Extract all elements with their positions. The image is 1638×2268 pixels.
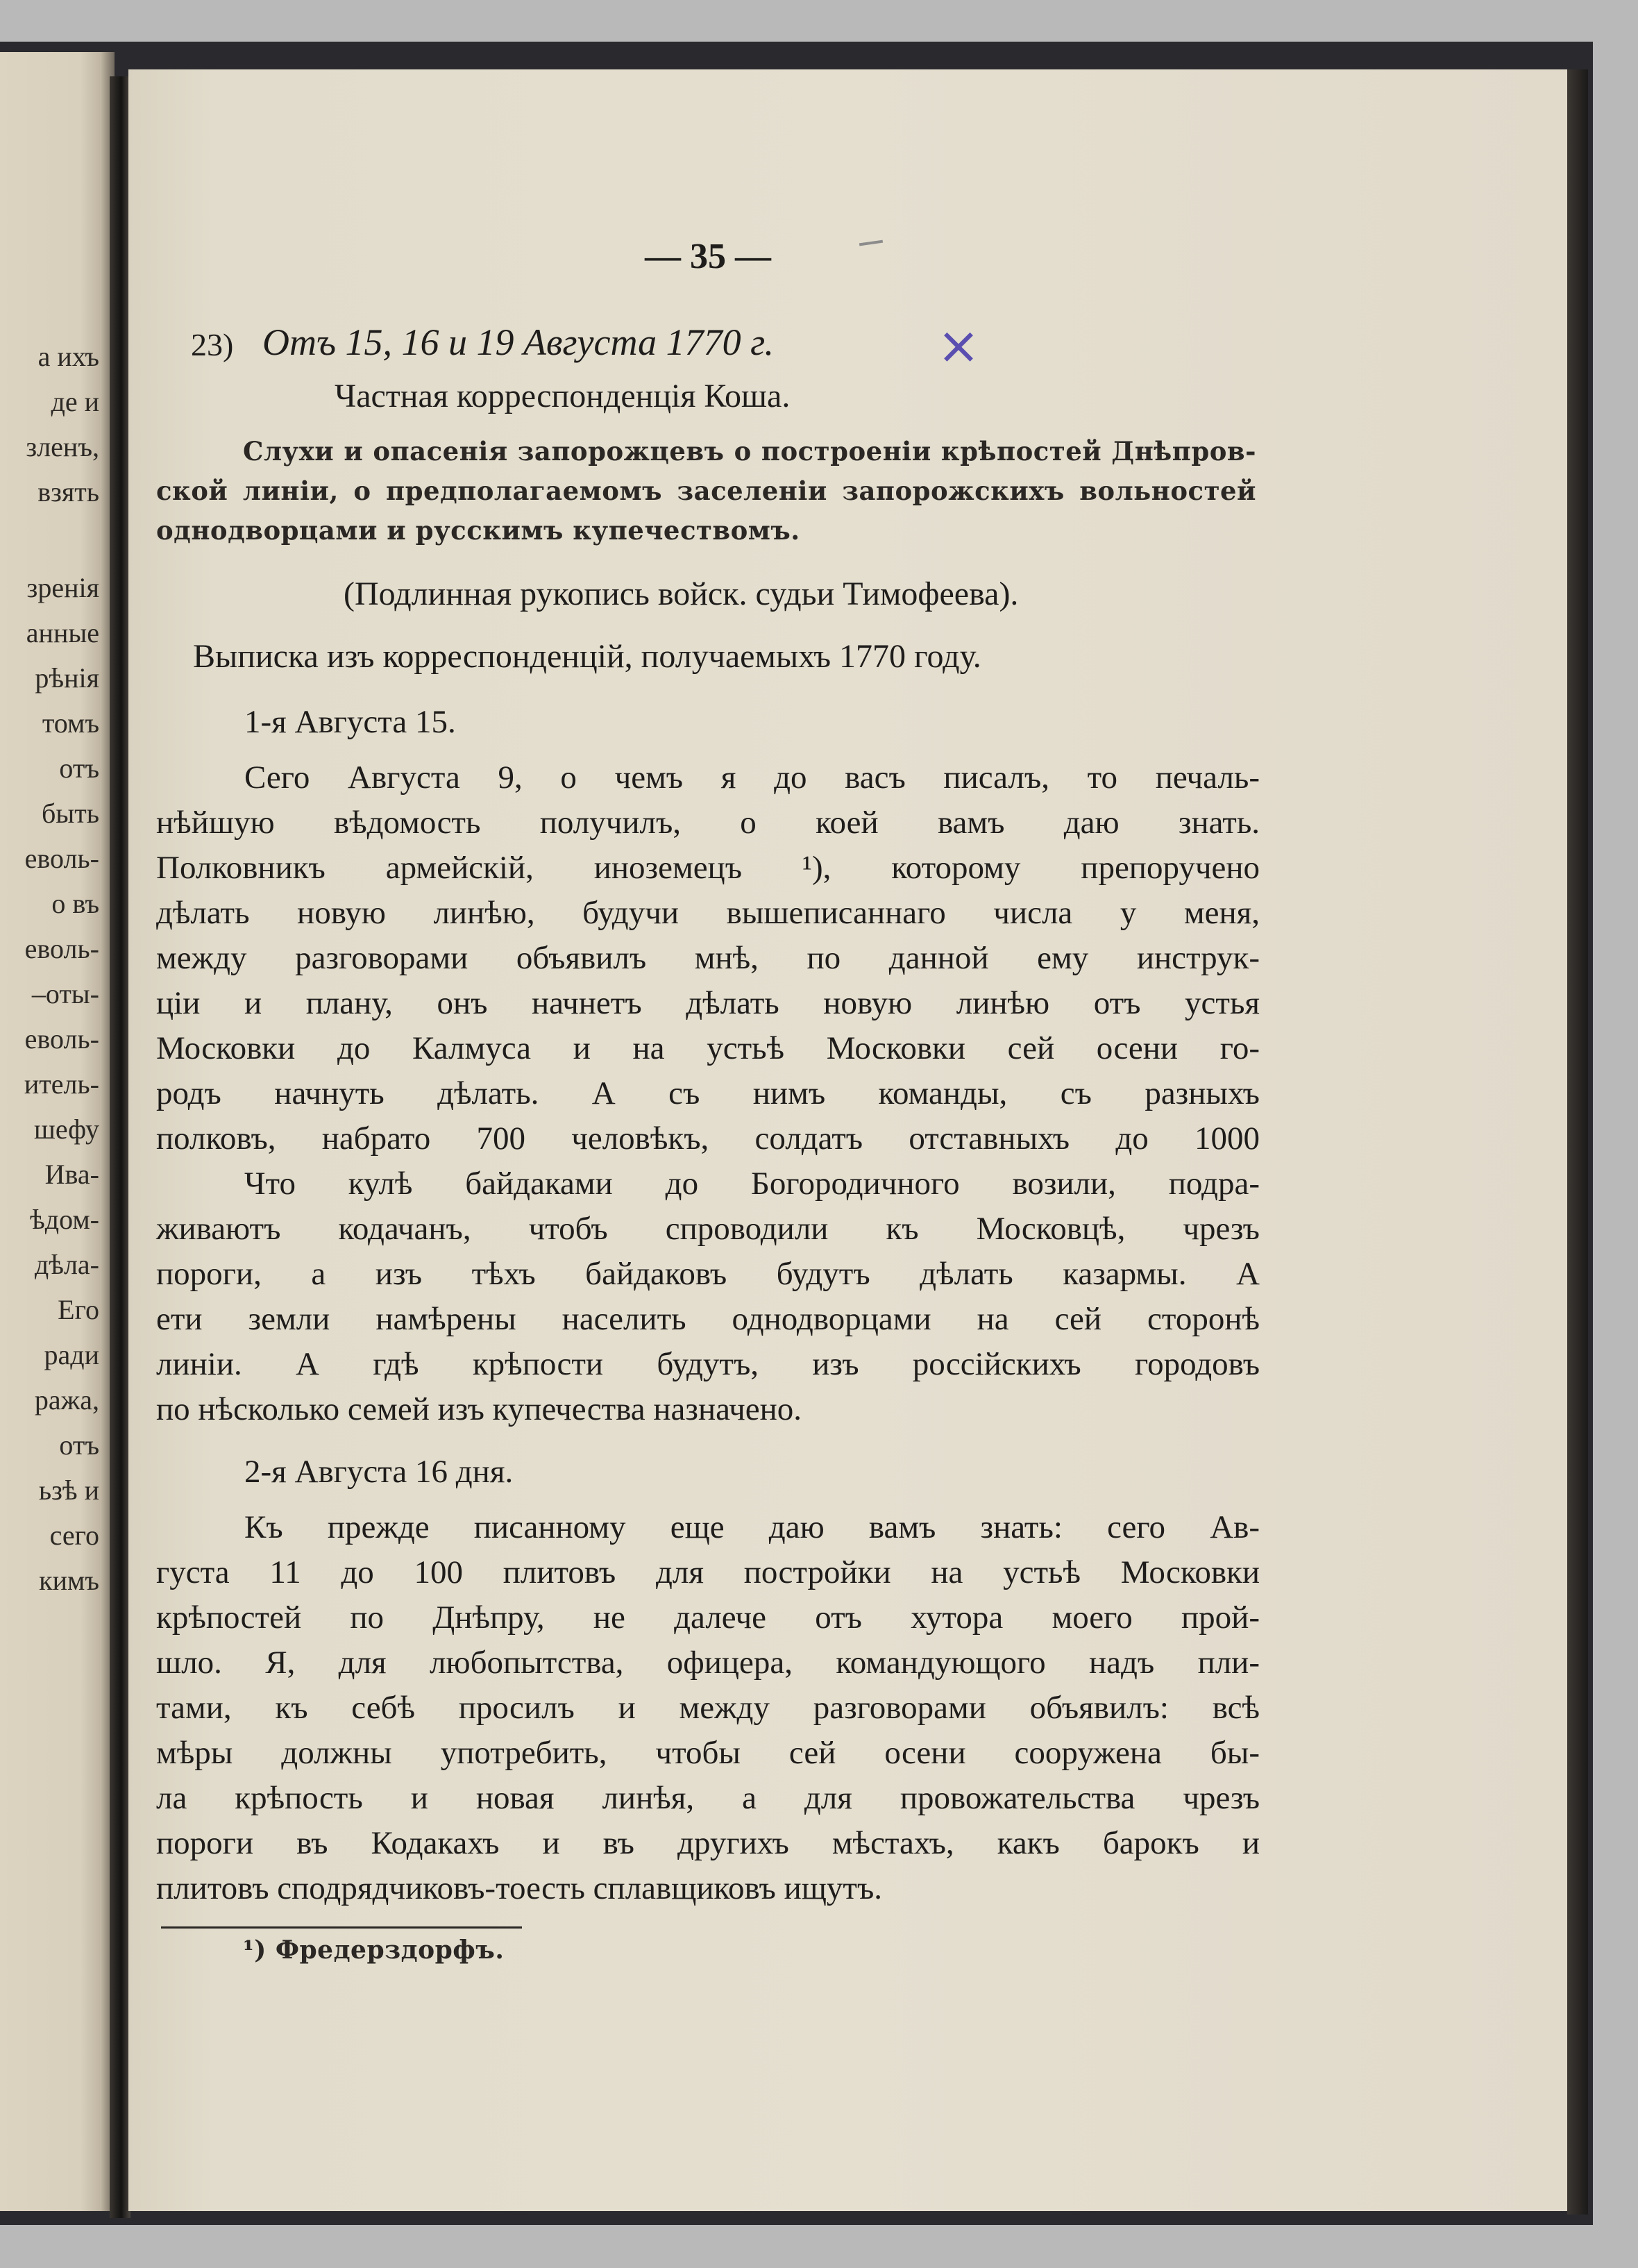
annotation-x-mark: × xyxy=(937,316,981,376)
left-page-line: томъ xyxy=(42,707,99,739)
left-page-line: еволь- xyxy=(24,843,99,874)
left-page-line: Его xyxy=(58,1294,99,1325)
letter-line: шло. Я, для любопытства, офицера, командующого надъ пли- xyxy=(156,1645,1260,1681)
letter-line: ла крѣпость и новая линѣя, а для провожательства чрезъ xyxy=(156,1780,1260,1816)
letter-line: Сего Августа 9, о чемъ я до васъ писалъ, то печаль- xyxy=(244,759,1260,796)
left-page-line: рѣнія xyxy=(35,662,99,694)
left-page-line: взять xyxy=(37,476,99,507)
left-page-line: итель- xyxy=(24,1068,99,1100)
left-page-line: де и xyxy=(51,386,99,417)
left-page-line: –оты- xyxy=(31,978,99,1009)
left-page-line: кимъ xyxy=(39,1565,99,1596)
letter-line: между разговорами объявилъ мнѣ, по данной ему инструк- xyxy=(156,940,1260,976)
summary-line: однодворцами и русскимъ купечествомъ. xyxy=(156,515,800,546)
letter-line: крѣпостей по Днѣпру, не далече отъ хутора моего прой- xyxy=(156,1599,1260,1636)
source-note: (Подлинная рукопись войск. судьи Тимофеева). xyxy=(344,576,1019,612)
left-page-line: отъ xyxy=(59,1429,99,1461)
left-page-line: Ива- xyxy=(44,1159,99,1190)
left-page-line: отъ xyxy=(59,753,99,784)
letter-line: плитовъ сподрядчиковъ-тоесть сплавщиковъ ищутъ. xyxy=(156,1870,883,1906)
left-page-line: зленъ, xyxy=(26,431,99,462)
left-page-line: анные xyxy=(26,617,99,648)
letter-line: живаютъ кодачанъ, чтобъ спроводили къ Московцѣ, чрезъ xyxy=(156,1211,1260,1247)
left-page-line: зренія xyxy=(26,572,99,603)
left-page-line: еволь- xyxy=(24,933,99,964)
letter-date: 1-я Августа 15. xyxy=(244,704,456,740)
entry-title: Частная корреспонденція Коша. xyxy=(335,378,791,414)
letter-line: пороги, а изъ тѣхъ байдаковъ будутъ дѣлать казармы. А xyxy=(156,1256,1260,1292)
letter-line: родъ начнуть дѣлать. А съ нимъ команды, съ разныхъ xyxy=(156,1075,1260,1111)
footnote-rule xyxy=(161,1926,522,1929)
left-page-line: сего xyxy=(49,1520,99,1551)
letter-line: Полковникъ армейскій, иноземецъ ¹), которому препоручено xyxy=(156,850,1260,886)
entry-number: 23) xyxy=(191,327,234,362)
letter-line: тами, къ себѣ просилъ и между разговорами объявилъ: всѣ xyxy=(156,1690,1260,1726)
letter-line: Къ прежде писанному еще даю вамъ знать: сего Ав- xyxy=(244,1509,1260,1545)
letter-line: ети земли намѣрены населить однодворцами на сей сторонѣ xyxy=(156,1301,1260,1337)
left-page-line: ража, xyxy=(34,1384,99,1416)
letter-line: линіи. А гдѣ крѣпости будутъ, изъ россійскихъ городовъ xyxy=(156,1346,1260,1382)
book-gutter xyxy=(110,76,130,2218)
letter-date: 2-я Августа 16 дня. xyxy=(244,1454,514,1490)
left-page-line: о въ xyxy=(51,888,99,919)
letter-line: ціи и плану, онъ начнетъ дѣлать новую линѣю отъ устья xyxy=(156,985,1260,1021)
section-heading: Выписка изъ корреспонденцій, получаемыхъ 1770 году. xyxy=(193,638,981,675)
letter-line: Что кулѣ байдаками до Богородичного возили, подра- xyxy=(244,1166,1260,1202)
left-page-line: ради xyxy=(44,1339,99,1370)
letter-line: пороги въ Кодакахъ и въ другихъ мѣстахъ, какъ барокъ и xyxy=(156,1825,1260,1861)
letter-line: дѣлать новую линѣю, будучи вышеписаннаго числа у меня, xyxy=(156,895,1260,931)
left-page-line: быть xyxy=(42,798,99,829)
page-edge xyxy=(1567,69,1588,2215)
letter-line: по нѣсколько семей изъ купечества назначено. xyxy=(156,1391,802,1427)
left-page-line: ьзѣ и xyxy=(38,1475,99,1506)
left-facing-page xyxy=(0,52,115,2211)
left-page-line: еволь- xyxy=(24,1023,99,1055)
left-page-line: ѣдом- xyxy=(30,1204,99,1235)
left-page-line: дѣла- xyxy=(34,1249,99,1280)
summary-line: Слухи и опасенія запорожцевъ о построеніи крѣпостей Днѣпров- xyxy=(243,436,1256,467)
left-page-line: шефу xyxy=(34,1114,99,1145)
letter-line: полковъ, набрато 700 человѣкъ, солдатъ отставныхъ до 1000 xyxy=(156,1120,1260,1157)
left-page-line: а ихъ xyxy=(37,341,99,372)
summary-line: ской линіи, о предполагаемомъ заселеніи запорожскихъ вольностей xyxy=(156,476,1256,506)
letter-line: густа 11 до 100 плитовъ для постройки на устьѣ Московки xyxy=(156,1554,1260,1590)
footnote: ¹) Фредерздорфъ. xyxy=(243,1935,505,1965)
entry-date: Отъ 15, 16 и 19 Августа 1770 г. xyxy=(262,321,774,363)
letter-line: Московки до Калмуса и на устьѣ Московки сей осени го- xyxy=(156,1030,1260,1066)
letter-line: нѣйшую вѣдомость получилъ, о коей вамъ даю знать. xyxy=(156,805,1260,841)
page-number: — 35 — xyxy=(645,237,771,276)
letter-line: мѣры должны употребить, чтобы сей осени сооружена бы- xyxy=(156,1735,1260,1771)
